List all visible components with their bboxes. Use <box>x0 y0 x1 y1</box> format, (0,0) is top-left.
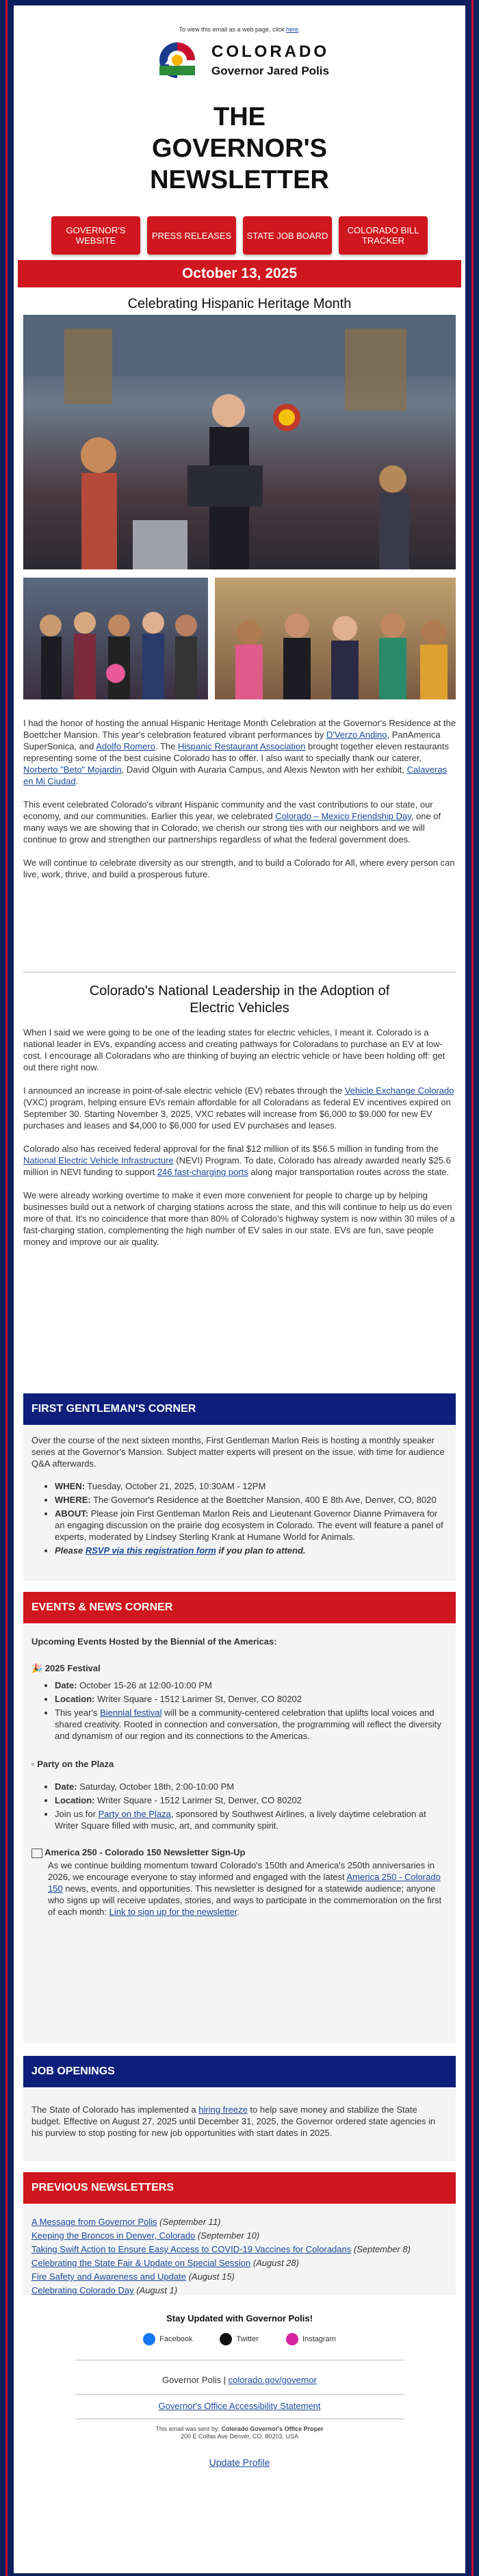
party-plaza-link[interactable]: Party on the Plaza <box>98 1809 171 1819</box>
facebook-icon <box>143 2333 155 2345</box>
events-subhead: Upcoming Events Hosted by the Biennial of the Americas: <box>31 1636 277 1647</box>
previous-newsletters-heading: PREVIOUS NEWSLETTERS <box>23 2172 456 2204</box>
biennial-festival-link[interactable]: Biennial festival <box>100 1708 162 1718</box>
event-when: • WHEN: Tuesday, October 21, 2025, 10:30AM - 12PM <box>55 1480 448 1492</box>
america250-description: As we continue building momentum toward Colorado's 150th and America's 250th anniversaries in 2026, we encourage everyone to stay informed and engaged with the latest America 250 - Colorado 150 news, events, and opportunities. This newsletter is designed for a statewide audience; anyone who signs up will receive updates, stories, and ways to participate in the commemoration on the first of each month: Link to sign up for the newsletter. <box>48 1860 442 1917</box>
prev-newsletter-item: Celebrating Colorado Day (August 1) <box>31 2285 178 2295</box>
instagram-icon <box>286 2333 298 2345</box>
events-heading: EVENTS & NEWS CORNER <box>23 1592 456 1623</box>
prev-newsletter-link[interactable]: Celebrating Colorado Day <box>31 2285 134 2295</box>
nevi-link[interactable]: National Electric Vehicle Infrastructure <box>23 1155 174 1165</box>
hispanic-paragraph-2: This event celebrated Colorado's vibrant Hispanic community and the vast contributions to our state, our economy, and our communities. Earlier this year, we celebrated Colorado – Mexico Friendship Day, one of many ways we are showing that in Colorado, we cherish our strong ties with our neighbors and we will continue to grow and strengthen our partnerships regardless of what the federal government does. <box>23 799 441 845</box>
newspaper-icon <box>31 1849 42 1858</box>
hiring-freeze-link[interactable]: hiring freeze <box>198 2104 248 2115</box>
prev-newsletter-item: Taking Swift Action to Ensure Easy Access to COVID-19 Vaccines for Coloradans (September 8) <box>31 2244 411 2254</box>
event-where: • WHERE: The Governor's Residence at the Boettcher Mansion, 400 E 8th Ave, Denver, CO, 8020 <box>55 1494 448 1506</box>
job-openings-text: The State of Colorado has implemented a hiring freeze to help save money and stabilize the State budget. Effective on August 27, 2025 until December 31, 2025, the Governor ordered state agencies in his purview to stop posting for new job opportunities with start dates in 2025. <box>31 2104 436 2138</box>
party-popper-icon: 🎉 <box>31 1663 43 1673</box>
festival-description: • This year's Biennial festival will be a community-centered celebration that uplifts local voices and shared creativity. Rooted in connection and conversation, the programming will reflect the diversity and dynamism of our region and its connections to the Americas. <box>55 1707 448 1742</box>
vxc-link[interactable]: Vehicle Exchange Colorado <box>344 1085 454 1096</box>
friendship-day-link[interactable]: Colorado – Mexico Friendship Day <box>275 811 411 821</box>
colorado-logo[interactable] <box>14 38 465 82</box>
ev-section-title: Colorado's National Leadership in the Adoption of Electric Vehicles <box>89 983 390 1016</box>
state-job-board-button[interactable]: STATE JOB BOARD <box>243 216 332 255</box>
america250-link[interactable]: America 250 - Colorado 150 <box>48 1872 441 1894</box>
event-rsvp: • Please RSVP via this registration form if you plan to attend. <box>55 1545 448 1556</box>
group-photo-right <box>215 578 456 699</box>
colorado-c-icon <box>150 38 205 82</box>
prev-newsletter-link[interactable]: Taking Swift Action to Ensure Easy Access to COVID-19 Vaccines for Coloradans <box>31 2244 352 2254</box>
prev-newsletter-link[interactable]: Keeping the Broncos in Denver, Colorado <box>31 2230 196 2241</box>
accessibility-line <box>14 2401 465 2411</box>
first-gentleman-box <box>23 1426 456 1581</box>
first-gentleman-heading: FIRST GENTLEMAN'S CORNER <box>23 1393 456 1425</box>
party-description: • Join us for Party on the Plaza, sponsored by Southwest Airlines, a lively daytime celebration at Writer Square filled with music, art, and community spirit. <box>55 1808 448 1831</box>
ev-paragraph-3: Colorado also has received federal approval for the final $12 million of its $56.5 million in funding from the National Electric Vehicle Infrastructure (NEVI) Program. To date, Colorado has already awarded nearly $25.6 million in NEVI funding to support 246 fast-charging ports along major transportation routes across the state. <box>23 1144 451 1177</box>
governor-website-line: Governor Polis | colorado.gov/governor <box>162 2375 317 2385</box>
view-web-text: To view this email as a web page, click <box>179 26 287 33</box>
festival-date: • Date: October 15-26 at 12:00-10:00 PM <box>55 1679 448 1691</box>
prev-newsletter-link[interactable]: Fire Safety and Awareness and Update <box>31 2271 186 2282</box>
hispanic-heritage-title: Celebrating Hispanic Heritage Month <box>127 296 352 311</box>
bill-tracker-button[interactable]: COLORADO BILL TRACKER <box>339 216 428 255</box>
rsvp-link[interactable]: RSVP via this registration form <box>85 1545 216 1556</box>
prev-newsletter-item: Keeping the Broncos in Denver, Colorado (September 10) <box>31 2230 260 2241</box>
previous-newsletters-box <box>23 2205 456 2295</box>
prev-newsletter-item: Fire Safety and Awareness and Update (August 15) <box>31 2271 235 2282</box>
fast-charging-link[interactable]: 246 fast-charging ports <box>157 1167 248 1177</box>
governors-website-button[interactable]: GOVERNOR'S WEBSITE <box>51 216 140 255</box>
prev-newsletter-item: A Message from Governor Polis (September 11) <box>31 2217 221 2227</box>
view-web-note: To view this email as a web page, click here. <box>179 26 300 33</box>
governor-site-link[interactable]: colorado.gov/governor <box>228 2375 317 2385</box>
social-links <box>14 2333 465 2345</box>
twitter-link[interactable]: Twitter <box>220 2333 258 2345</box>
ev-paragraph-1: When I said we were going to be one of the leading states for electric vehicles, I meant it. Colorado is a national leader in EVs, expanding access and creating pathways for Coloradans to purchase an EV at low-cost. I encourage all Coloradans who are thinking of buying an electric vehicle or have been holding off: get out there right now. <box>23 1027 445 1072</box>
sparkle-icon: ▫ <box>31 1759 35 1769</box>
press-releases-button[interactable]: PRESS RELEASES <box>147 216 236 255</box>
group-photo-left <box>23 578 208 699</box>
logo-title: COLORADO <box>211 42 329 61</box>
ev-paragraph-2: I announced an increase in point-of-sale electric vehicle (EV) rebates through the Vehicle Exchange Colorado (VXC) program, helping ensure EVs remain affordable for all Coloradans as federal EV incentives expired on September 30. Starting November 3, 2025, VXC rebates will increase from $6,000 to $9,000 for new EV purchases and leases and $4,000 to $6,000 for used EV purchases and leases. <box>23 1085 454 1131</box>
job-openings-heading: JOB OPENINGS <box>23 2056 456 2087</box>
adolfo-link[interactable]: Adolfo Romero <box>96 741 155 751</box>
dverzo-link[interactable]: D'Verzo Andino <box>326 730 387 740</box>
main-event-photo <box>23 315 456 569</box>
hispanic-paragraph-3: We will continue to celebrate diversity as our strength, and to build a Colorado for All, where every person can live, work, thrive, and build a prosperous future. <box>23 858 455 879</box>
accessibility-link[interactable]: Governor's Office Accessibility Statement <box>158 2401 321 2411</box>
ev-paragraph-4: We were already working overtime to make it even more convenient for people to charge up by helping businesses build out a network of charging stations across the state, and this will continue to help us do even more of that. It's no coincidence that more than 80% of Colorado's highway system is now within 30 miles of a fast-charging station, complementing the high number of EV sales in our state. EVs are fun, save people money and improve our air quality. <box>23 1190 455 1247</box>
logo-subtitle: Governor Jared Polis <box>211 64 329 77</box>
party-date: • Date: Saturday, October 18th, 2:00-10:00 PM <box>55 1781 448 1792</box>
events-box <box>23 1625 456 2044</box>
party-plaza-heading: ▫ Party on the Plaza <box>31 1759 114 1769</box>
view-web-link[interactable]: here <box>286 26 299 33</box>
hispanic-paragraph-1: I had the honor of hosting the annual Hispanic Heritage Month Celebration at the Governor's Residence at the Boettcher Mansion. This year's celebration featured vibrant performances by D'Verzo Andino, PanAmerica SuperSonica, and Adolfo Romero. The Hispanic Restaurant Association brought together eleven restaurants representing some of the best cuisine Colorado has to offer. I also want to specially thank our caterer, Norberto "Beto" Mojardin, David Olguin with Auraria Campus, and Alexis Newton with her exhibit, Calaveras en Mi Ciudad. <box>23 718 456 786</box>
calaveras-link[interactable]: Calaveras en Mi Ciudad <box>23 764 448 786</box>
first-gentleman-intro: Over the course of the next sixteen months, First Gentleman Marlon Reis is hosting a monthly speaker series at the Governor's Mansion. Subject matter experts will present on the issue, with time for audience Q&A afterwards. <box>31 1435 445 1469</box>
twitter-icon <box>220 2333 232 2345</box>
update-profile-link[interactable]: Update Profile <box>209 2457 270 2468</box>
facebook-link[interactable]: Facebook <box>143 2333 192 2345</box>
newsletter-signup-link[interactable]: Link to sign up for the newsletter <box>109 1907 237 1917</box>
event-about: • ABOUT: Please join First Gentleman Marlon Reis and Lieutenant Governor Dianne Primavera for an engaging discussion on the prairie dog ecosystem in Colorado. The event will feature a panel of experts, moderated by Lindsey Sterling Krank at Humane World for Animals. <box>55 1508 448 1543</box>
update-profile-line <box>14 2457 465 2468</box>
party-location: • Location: Writer Square - 1512 Larimer St, Denver, CO 80202 <box>55 1794 448 1806</box>
america250-heading: America 250 - Colorado 150 Newsletter Sign-Up <box>31 1846 448 1858</box>
prev-newsletter-link[interactable]: A Message from Governor Polis <box>31 2217 157 2227</box>
instagram-link[interactable]: Instagram <box>286 2333 336 2345</box>
restaurant-assoc-link[interactable]: Hispanic Restaurant Association <box>177 741 306 751</box>
festival-location: • Location: Writer Square - 1512 Larimer St, Denver, CO 80202 <box>55 1693 448 1705</box>
job-openings-box <box>23 2089 456 2161</box>
prev-newsletter-link[interactable]: Celebrating the State Fair & Update on Special Session <box>31 2258 251 2268</box>
stay-updated-text: Stay Updated with Governor Polis! <box>166 2313 313 2323</box>
newsletter-title: THE GOVERNOR'S NEWSLETTER <box>150 103 329 194</box>
prev-newsletter-item: Celebrating the State Fair & Update on Special Session (August 28) <box>31 2258 299 2268</box>
beto-link[interactable]: Norberto "Beto" Mojardin <box>23 764 122 775</box>
newsletter-page <box>14 5 465 2573</box>
sender-address: 200 E Colfax Ave Denver, CO, 80203, USA <box>181 2433 298 2440</box>
issue-date: October 13, 2025 <box>18 260 461 287</box>
sender-info: This email was sent by: Colorado Governor's Office Proper 200 E Colfax Ave Denver, CO, 80203, USA <box>14 2425 465 2440</box>
divider <box>23 972 456 973</box>
nav-buttons <box>14 216 465 255</box>
festival-heading: 🎉 2025 Festival <box>31 1663 101 1673</box>
divider <box>75 2394 404 2395</box>
